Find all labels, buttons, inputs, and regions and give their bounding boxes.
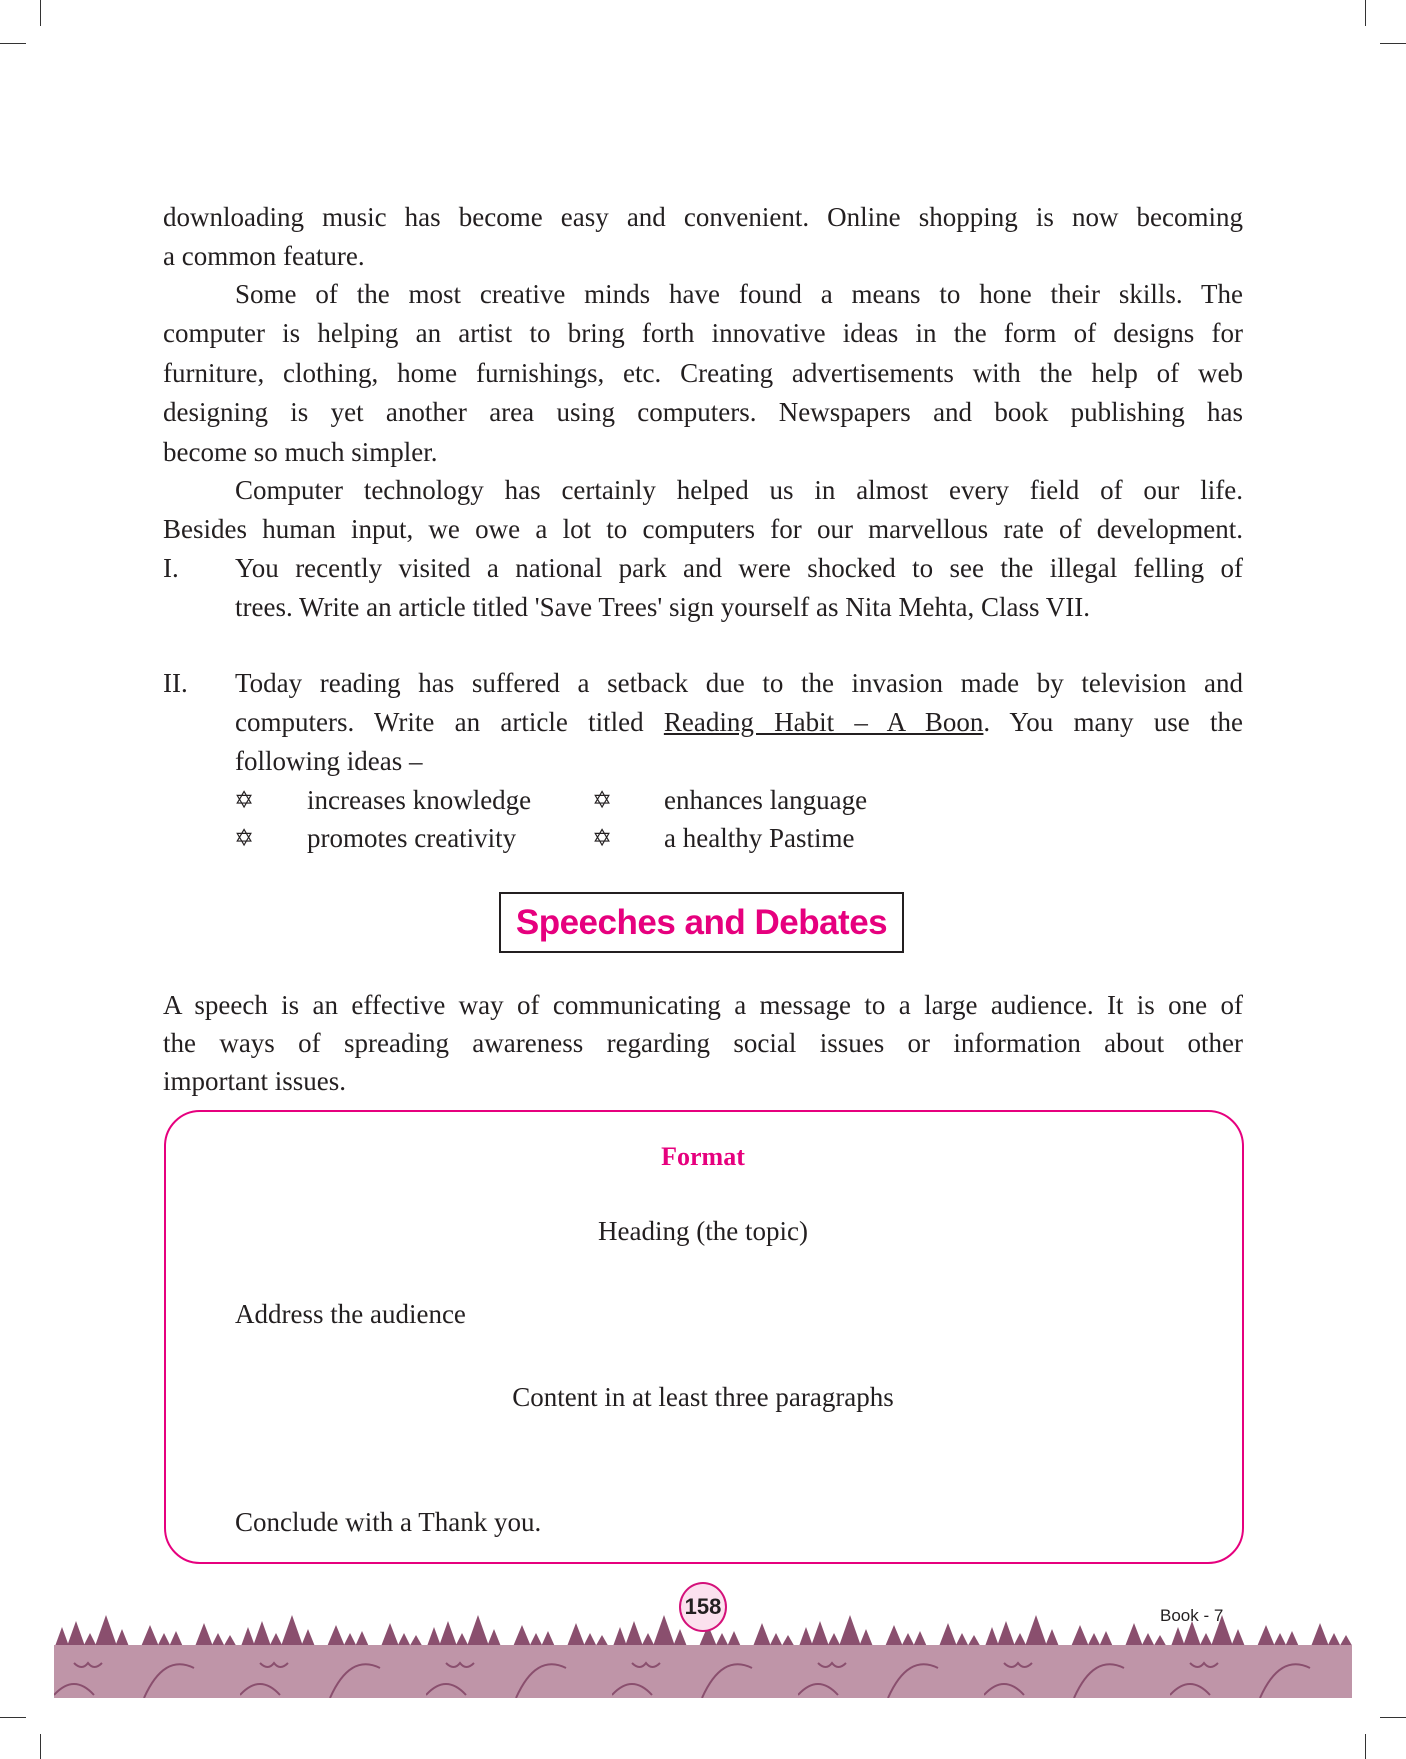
crop-mark [1365, 0, 1366, 26]
crop-mark [40, 0, 41, 26]
article-title: Reading Habit – A Boon [663, 707, 984, 737]
task-text: . You many use the [983, 707, 1243, 737]
book-label: Book - 7 [1160, 1606, 1224, 1625]
star-of-david-icon: ✡ [234, 786, 255, 814]
task-line: Today reading has suffered a setback due to the invasion made by television and [235, 668, 1243, 698]
task-number: II. [163, 668, 188, 698]
paragraph-line: computer is helping an artist to bring forth innovative ideas in the form of designs for [163, 318, 1243, 348]
idea-item: increases knowledge [307, 785, 532, 815]
paragraph-line: A speech is an effective way of communicating a message to a large audience. It is one of [163, 990, 1243, 1020]
paragraph-line: the ways of spreading awareness regarding social issues or information about other [163, 1028, 1243, 1058]
crop-mark [0, 1717, 26, 1718]
paragraph-line: Besides human input, we owe a lot to computers for our marvellous rate of development. [163, 514, 1243, 544]
idea-item: a healthy Pastime [664, 823, 855, 853]
page-number: 158 [679, 1582, 727, 1632]
crop-mark [40, 1734, 41, 1759]
idea-item: enhances language [664, 785, 868, 815]
format-conclude: Conclude with a Thank you. [235, 1507, 542, 1537]
star-of-david-icon: ✡ [234, 824, 255, 852]
paragraph-line: become so much simpler. [163, 437, 438, 467]
star-of-david-icon: ✡ [592, 824, 613, 852]
star-of-david-icon: ✡ [592, 786, 613, 814]
paragraph-line: Computer technology has certainly helped us in almost every field of our life. [235, 475, 1243, 505]
format-heading: Heading (the topic) [598, 1216, 808, 1246]
paragraph-line: downloading music has become easy and convenient. Online shopping is now becoming [163, 202, 1243, 232]
task-line: following ideas – [235, 746, 423, 776]
paragraph-line: important issues. [163, 1066, 346, 1096]
idea-item: promotes creativity [307, 823, 517, 853]
task-line: You recently visited a national park and were shocked to see the illegal felling of [235, 553, 1243, 583]
task-text: computers. Write an article titled [235, 707, 644, 737]
task-line [235, 703, 1243, 742]
crop-mark [1380, 43, 1406, 44]
section-title: Speeches and Debates [515, 903, 888, 942]
format-content: Content in at least three paragraphs [512, 1382, 894, 1412]
crop-mark [1365, 1734, 1366, 1759]
task-number: I. [163, 553, 179, 583]
crop-mark [1380, 1717, 1406, 1718]
paragraph-line: a common feature. [163, 241, 365, 271]
format-title: Format [661, 1142, 745, 1171]
crop-mark [0, 43, 26, 44]
format-address: Address the audience [235, 1299, 466, 1329]
task-line: trees. Write an article titled 'Save Trees' sign yourself as Nita Mehta, Class VII. [235, 592, 1090, 622]
paragraph-line: Some of the most creative minds have found a means to hone their skills. The [235, 279, 1243, 309]
format-box [164, 1110, 1244, 1564]
section-title-box [499, 892, 904, 953]
paragraph-line: designing is yet another area using computers. Newspapers and book publishing has [163, 397, 1243, 427]
paragraph-line: furniture, clothing, home furnishings, etc. Creating advertisements with the help of web [163, 358, 1243, 388]
